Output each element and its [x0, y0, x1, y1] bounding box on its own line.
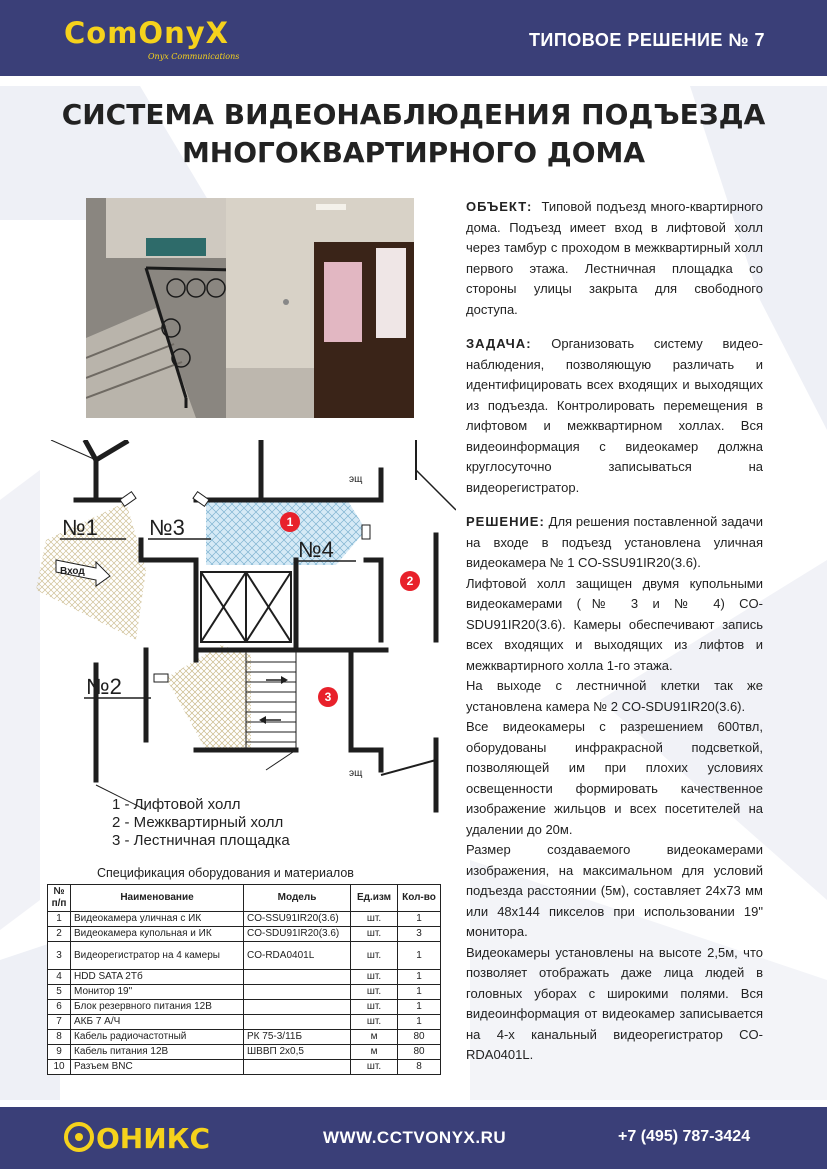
cam2-label: №2	[86, 674, 122, 699]
table-row: 2 Видеокамера купольная и ИК CO-SDU91IR20(3.6) шт. 3	[48, 927, 441, 942]
stairwell-photo	[86, 198, 414, 418]
plan-legend	[112, 796, 290, 850]
table-row: 10 Разъем BNC шт. 8	[48, 1060, 441, 1075]
table-row: 9 Кабель питания 12В ШВВП 2х0,5 м 80	[48, 1045, 441, 1060]
table-row: 7 АКБ 7 А/Ч шт. 1	[48, 1015, 441, 1030]
table-row: 1 Видеокамера уличная с ИК CO-SSU91IR20(3.6) шт. 1	[48, 912, 441, 927]
table-row: 5 Монитор 19" шт. 1	[48, 985, 441, 1000]
brand-logo: ComOnyX	[64, 16, 229, 50]
coverage-zone-cam2	[166, 645, 251, 750]
table-row: 6 Блок резервного питания 12В шт. 1	[48, 1000, 441, 1015]
cam4-label: №4	[298, 537, 334, 562]
spec-title: Спецификация оборудования и материалов	[97, 866, 354, 880]
cam1-label: №1	[62, 515, 98, 540]
legend-item: 3 - Лестничная площадка	[112, 832, 290, 849]
phone-number: +7 (495) 787-3424	[618, 1128, 751, 1145]
task-section: ЗАДАЧА: Организовать систему видео-наблюдения, позволяющую различать и идентифицировать всех входящих и выходящих из подъезда. Контролировать перемещения в лифтовом и межквартирном холлах. Вся видеоинформация с видеокамер должна круглосуточно записываться на видеорегистратор.	[466, 336, 763, 495]
website-link[interactable]: WWW.CCTVONYX.RU	[323, 1128, 507, 1147]
table-row: 4 HDD SATA 2Тб шт. 1	[48, 970, 441, 985]
legend-item: 1 - Лифтовой холл	[112, 796, 241, 813]
svg-text:1: 1	[286, 515, 294, 529]
entrance-label: Вход	[60, 566, 85, 577]
esh-label-bottom: эщ	[349, 768, 363, 779]
coverage-zone-cam4	[206, 498, 366, 565]
svg-text:2: 2	[406, 574, 414, 588]
description-column	[466, 197, 763, 1066]
brand-tagline: Onyx Communications	[148, 52, 240, 61]
footer-logo: ОНИКС	[96, 1122, 211, 1155]
table-row: 3 Видеорегистратор на 4 камеры CO-RDA0401L шт. 1	[48, 942, 441, 970]
spec-table	[47, 884, 441, 1075]
svg-text:3: 3	[324, 690, 332, 704]
legend-item: 2 - Межквартирный холл	[112, 814, 284, 831]
table-header-row: № п/п Наименование Модель Ед.изм Кол-во	[48, 885, 441, 912]
page-title: СИСТЕМА ВИДЕОНАБЛЮДЕНИЯ ПОДЪЕЗДА МНОГОКВАРТИРНОГО ДОМА	[61, 98, 766, 169]
document-type: ТИПОВОЕ РЕШЕНИЕ № 7	[528, 30, 765, 50]
cam3-label: №3	[149, 515, 185, 540]
table-row: 8 Кабель радиочастотный РК 75-3/11Б м 80	[48, 1030, 441, 1045]
solution-section: РЕШЕНИЕ: Для решения поставленной задачи на входе в подъезд установлена уличная видеокамера № 1 CO-SSU91IR20(3.6). Лифтовой холл защищен двумя купольными видеокамерами (№ 3 и № 4) CO-SDU91IR20(3.6). Камеры обеспечивают запись всех входящих и выходящих из лифтов и межквартирного холла 1-го этажа. На выходе с лестничной клетки так же установлена камера № 2 CO-SDU91IR20(3.6). Все видеокамеры с разрешением 600твл, оборудованы инфракрасной подсветкой, позволяющей им при плохих условиях освещенности формировать качественное изображение жильцов и всех посетителей на удалении до 20м. Размер создаваемого видеокамерами изображения, на максимальном для условий подъезда расстоянии (5м), составляет 24х73 мм или 48х144 пикселов при использовании 19" монитора. Видеокамеры установлены на высоте 2,5м, что позволяет отображать даже лица людей в головных уборах с широкими полями. Вся видеоинформация от видеокамер записывается на 4-х канальный видеорегистратор CO-RDA0401L.	[466, 514, 763, 1062]
esh-label-top: эщ	[349, 474, 363, 485]
onyx-logo-icon	[64, 1122, 94, 1152]
object-section: ОБЪЕКТ: Типовой подъезд много-квартирного дома. Подъезд имеет вход в лифтовой холл через тамбур с проходом в межквартирный холл первого этажа. Лестничная площадка со стороны улицы закрыта для свободного доступа.	[466, 199, 763, 317]
